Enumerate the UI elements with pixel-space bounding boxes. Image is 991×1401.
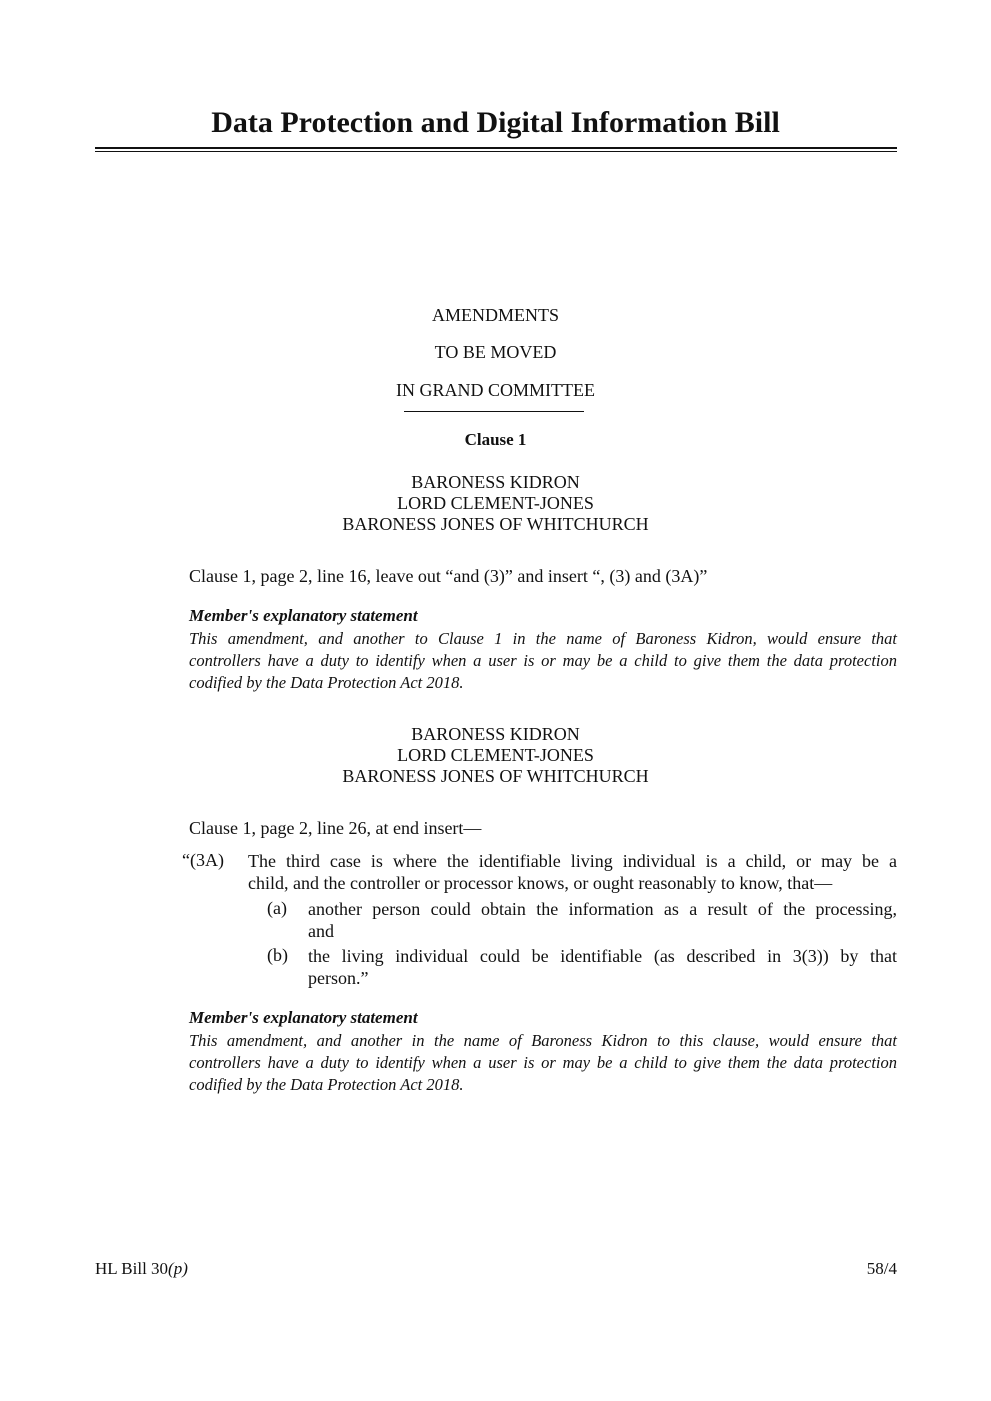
statement-line: controllers have a duty to identify when a user is or may be a child to give them the data protection <box>189 651 897 670</box>
item-line: another person could obtain the information as a result of the processing, <box>308 899 897 919</box>
amendment-2-names <box>0 724 991 787</box>
insert-line: The third case is where the identifiable living individual is a child, or may be a <box>248 851 897 871</box>
document-title: Data Protection and Digital Information Bill <box>211 106 780 139</box>
statement-line: codified by the Data Protection Act 2018. <box>189 673 464 692</box>
footer-bill-number <box>95 1259 188 1279</box>
amendment-1-statement <box>189 628 897 694</box>
member-name: BARONESS JONES OF WHITCHURCH <box>342 514 649 534</box>
clause-heading: Clause 1 <box>464 430 527 449</box>
intro-to-be-moved: TO BE MOVED <box>434 342 557 362</box>
bill-number: HL Bill 30 <box>95 1259 169 1278</box>
item-line: the living individual could be identifiable (as described in 3(3)) by that <box>308 946 897 966</box>
item-line: and <box>308 921 334 941</box>
insert-text <box>248 850 897 894</box>
intro-grand-committee: IN GRAND COMMITTEE <box>396 380 595 400</box>
item-b-text <box>308 945 897 989</box>
title-rule <box>95 147 897 149</box>
amendment-2-statement <box>189 1030 897 1096</box>
amendment-1-text: Clause 1, page 2, line 16, leave out “and (3)” and insert “, (3) and (3A)” <box>189 566 708 586</box>
amendment-2-statement-heading: Member's explanatory statement <box>189 1008 418 1027</box>
statement-line: codified by the Data Protection Act 2018. <box>189 1075 464 1094</box>
item-b-label: (b) <box>267 945 288 965</box>
intro-amendments: AMENDMENTS <box>431 305 559 325</box>
title-rule-thin <box>95 151 897 152</box>
member-name: BARONESS KIDRON <box>411 724 580 744</box>
member-name: BARONESS KIDRON <box>411 472 580 492</box>
item-a-label: (a) <box>267 898 287 918</box>
bill-suffix: (p) <box>168 1259 188 1278</box>
item-a-text <box>308 898 897 942</box>
intro-rule <box>404 411 584 412</box>
insert-number: “(3A) <box>182 850 224 870</box>
statement-line: This amendment, and another to Clause 1 in the name of Baroness Kidron, would ensure that <box>189 629 897 648</box>
member-name: BARONESS JONES OF WHITCHURCH <box>342 766 649 786</box>
member-name: LORD CLEMENT-JONES <box>397 745 594 765</box>
statement-line: This amendment, and another in the name of Baroness Kidron to this clause, would ensure that <box>189 1031 897 1050</box>
statement-line: controllers have a duty to identify when a user is or may be a child to give them the data protection <box>189 1053 897 1072</box>
footer-page-ref: 58/4 <box>866 1259 897 1278</box>
item-line: person.” <box>308 968 369 988</box>
amendment-1-statement-heading: Member's explanatory statement <box>189 606 418 625</box>
member-name: LORD CLEMENT-JONES <box>397 493 594 513</box>
insert-line: child, and the controller or processor knows, or ought reasonably to know, that— <box>248 873 833 893</box>
amendment-1-names <box>0 472 991 535</box>
amendment-2-text: Clause 1, page 2, line 26, at end insert— <box>189 818 482 838</box>
